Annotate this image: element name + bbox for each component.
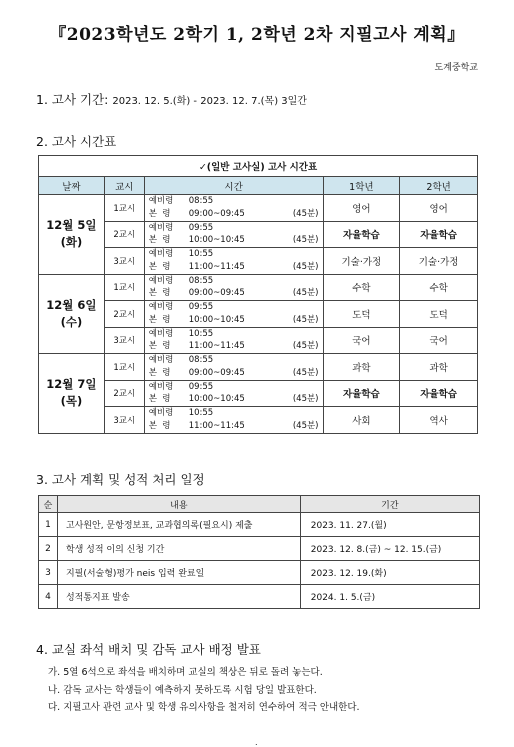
prep-time: 10:55 xyxy=(188,408,214,419)
period-cell: 2교시 xyxy=(104,301,144,328)
main-label: 본 령 xyxy=(148,288,171,299)
main-label: 본 령 xyxy=(148,341,171,352)
main-label: 본 령 xyxy=(148,261,171,272)
prep-label: 예비령 xyxy=(148,355,174,366)
col-no: 순 xyxy=(39,496,58,513)
prep-time: 08:55 xyxy=(188,355,214,366)
main-label: 본 령 xyxy=(148,235,171,246)
period-cell: 3교시 xyxy=(104,407,144,434)
grade2-subject: 수학 xyxy=(400,274,478,301)
grade2-subject: 역사 xyxy=(400,407,478,434)
seating-notes xyxy=(48,664,360,717)
col-content: 내용 xyxy=(57,496,300,513)
time-cell xyxy=(144,248,323,275)
main-label: 본 령 xyxy=(148,394,171,405)
exam-date xyxy=(39,274,105,354)
period-cell: 2교시 xyxy=(104,221,144,248)
main-time: 10:00~10:45 xyxy=(188,235,245,246)
main-time: 09:00~09:45 xyxy=(188,367,245,378)
grade1-subject: 도덕 xyxy=(323,301,400,328)
weekday-label: (화) xyxy=(60,235,83,250)
col-period: 교시 xyxy=(104,177,144,195)
prep-label: 예비령 xyxy=(148,275,174,286)
period-cell: 1교시 xyxy=(104,274,144,301)
prep-label: 예비령 xyxy=(148,196,174,207)
main-time: 10:00~10:45 xyxy=(188,314,245,325)
plan-content: 성적통지표 발송 xyxy=(57,585,300,609)
main-time: 09:00~09:45 xyxy=(188,208,245,219)
col-grade1: 1학년 xyxy=(323,177,400,195)
exam-timetable xyxy=(38,155,478,434)
plan-period: 2023. 12. 8.(금) ~ 12. 15.(금) xyxy=(300,537,479,561)
duration: (45분) xyxy=(292,341,319,352)
plan-period: 2023. 12. 19.(화) xyxy=(300,561,479,585)
duration: (45분) xyxy=(292,314,319,325)
period-cell: 2교시 xyxy=(104,380,144,407)
time-cell xyxy=(144,274,323,301)
plan-content: 학생 성적 이의 신청 기간 xyxy=(57,537,300,561)
main-time: 11:00~11:45 xyxy=(188,341,245,352)
prep-time: 10:55 xyxy=(188,249,214,260)
main-time: 11:00~11:45 xyxy=(188,420,245,431)
exam-date xyxy=(39,195,105,275)
col-time: 시간 xyxy=(144,177,323,195)
time-cell xyxy=(144,407,323,434)
duration: (45분) xyxy=(292,420,319,431)
prep-label: 예비령 xyxy=(148,302,174,313)
prep-time: 09:55 xyxy=(188,222,214,233)
grade1-subject: 과학 xyxy=(323,354,400,381)
section-heading-schedule: 2. 고사 시간표 xyxy=(36,134,117,149)
prep-time: 08:55 xyxy=(188,275,214,286)
date-label: 12월 5일 xyxy=(46,218,97,233)
note-item: 가. 5열 6석으로 좌석을 배치하며 교실의 책상은 뒤로 돌려 놓는다. xyxy=(48,667,323,678)
duration: (45분) xyxy=(292,288,319,299)
exam-period-value: 2023. 12. 5.(화) - 2023. 12. 7.(목) 3일간 xyxy=(112,96,307,107)
main-label: 본 령 xyxy=(148,420,171,431)
plan-no: 1 xyxy=(39,513,58,537)
timetable-row xyxy=(39,354,478,381)
section-heading-plan: 3. 고사 계획 및 성적 처리 일정 xyxy=(36,472,205,487)
plan-row xyxy=(39,561,480,585)
time-cell xyxy=(144,195,323,222)
timetable-row xyxy=(39,274,478,301)
time-cell xyxy=(144,301,323,328)
prep-label: 예비령 xyxy=(148,328,174,339)
prep-time: 10:55 xyxy=(188,328,214,339)
timetable-caption: ✓(일반 고사실) 고사 시간표 xyxy=(39,156,478,177)
plan-content: 지필(서술형)평가 neis 입력 완료일 xyxy=(57,561,300,585)
grade2-subject: 영어 xyxy=(400,195,478,222)
main-label: 본 령 xyxy=(148,367,171,378)
grade1-subject: 영어 xyxy=(323,195,400,222)
prep-label: 예비령 xyxy=(148,222,174,233)
col-date: 날짜 xyxy=(39,177,105,195)
prep-label: 예비령 xyxy=(148,408,174,419)
prep-label: 예비령 xyxy=(148,249,174,260)
prep-time: 09:55 xyxy=(188,381,214,392)
timetable-row xyxy=(39,380,478,407)
grade1-subject: 기술·가정 xyxy=(323,248,400,275)
main-time: 09:00~09:45 xyxy=(188,288,245,299)
timetable-row xyxy=(39,195,478,222)
timetable-row xyxy=(39,301,478,328)
timetable-row xyxy=(39,327,478,354)
plan-period: 2023. 11. 27.(월) xyxy=(300,513,479,537)
grade2-subject: 자율학습 xyxy=(400,221,478,248)
plan-content: 고사원안, 문항정보표, 교과협의록(필요시) 제출 xyxy=(57,513,300,537)
plan-period: 2024. 1. 5.(금) xyxy=(300,585,479,609)
period-cell: 1교시 xyxy=(104,354,144,381)
exam-date xyxy=(39,354,105,434)
grade2-subject: 국어 xyxy=(400,327,478,354)
duration: (45분) xyxy=(292,235,319,246)
time-cell xyxy=(144,380,323,407)
grade2-subject: 자율학습 xyxy=(400,380,478,407)
plan-header xyxy=(39,496,480,513)
main-label: 본 령 xyxy=(148,314,171,325)
plan-table xyxy=(38,495,480,609)
grade1-subject: 국어 xyxy=(323,327,400,354)
duration: (45분) xyxy=(292,394,319,405)
document-title: 『2023학년도 2학기 1, 2학년 2차 지필고사 계획』 xyxy=(49,25,465,45)
period-cell: 3교시 xyxy=(104,248,144,275)
grade1-subject: 수학 xyxy=(323,274,400,301)
grade2-subject: 과학 xyxy=(400,354,478,381)
col-grade2: 2학년 xyxy=(400,177,478,195)
time-cell xyxy=(144,354,323,381)
section-heading: 1. 고사 기간: xyxy=(36,92,113,107)
timetable-row xyxy=(39,248,478,275)
timetable-header xyxy=(39,177,478,195)
plan-no: 4 xyxy=(39,585,58,609)
plan-row xyxy=(39,585,480,609)
time-cell xyxy=(144,327,323,354)
note-item: 나. 감독 교사는 학생들이 예측하지 못하도록 시험 당일 발표한다. xyxy=(48,684,317,696)
grade1-subject: 사회 xyxy=(323,407,400,434)
period-cell: 3교시 xyxy=(104,327,144,354)
main-time: 10:00~10:45 xyxy=(188,394,245,405)
note-item: 다. 지필고사 관련 교사 및 학생 유의사항을 철저히 연수하여 적극 안내한다. xyxy=(48,702,360,713)
duration: (45분) xyxy=(292,208,319,219)
footer-dot: . xyxy=(255,738,258,747)
timetable-row xyxy=(39,221,478,248)
school-name: 도계중학교 xyxy=(434,63,478,73)
plan-row xyxy=(39,537,480,561)
plan-no: 3 xyxy=(39,561,58,585)
section-exam-period xyxy=(36,90,307,108)
duration: (45분) xyxy=(292,261,319,272)
grade1-subject: 자율학습 xyxy=(323,380,400,407)
col-period: 기간 xyxy=(300,496,479,513)
date-label: 12월 7일 xyxy=(46,377,97,392)
period-cell: 1교시 xyxy=(104,195,144,222)
plan-no: 2 xyxy=(39,537,58,561)
section-heading-seating: 4. 교실 좌석 배치 및 감독 교사 배정 발표 xyxy=(36,642,261,657)
grade1-subject: 자율학습 xyxy=(323,221,400,248)
weekday-label: (목) xyxy=(60,394,83,409)
grade2-subject: 도덕 xyxy=(400,301,478,328)
prep-label: 예비령 xyxy=(148,381,174,392)
timetable-row xyxy=(39,407,478,434)
prep-time: 08:55 xyxy=(188,196,214,207)
weekday-label: (수) xyxy=(60,314,83,329)
main-time: 11:00~11:45 xyxy=(188,261,245,272)
grade2-subject: 기술·가정 xyxy=(400,248,478,275)
prep-time: 09:55 xyxy=(188,302,214,313)
duration: (45분) xyxy=(292,367,319,378)
plan-row xyxy=(39,513,480,537)
time-cell xyxy=(144,221,323,248)
date-label: 12월 6일 xyxy=(46,297,97,312)
main-label: 본 령 xyxy=(148,208,171,219)
